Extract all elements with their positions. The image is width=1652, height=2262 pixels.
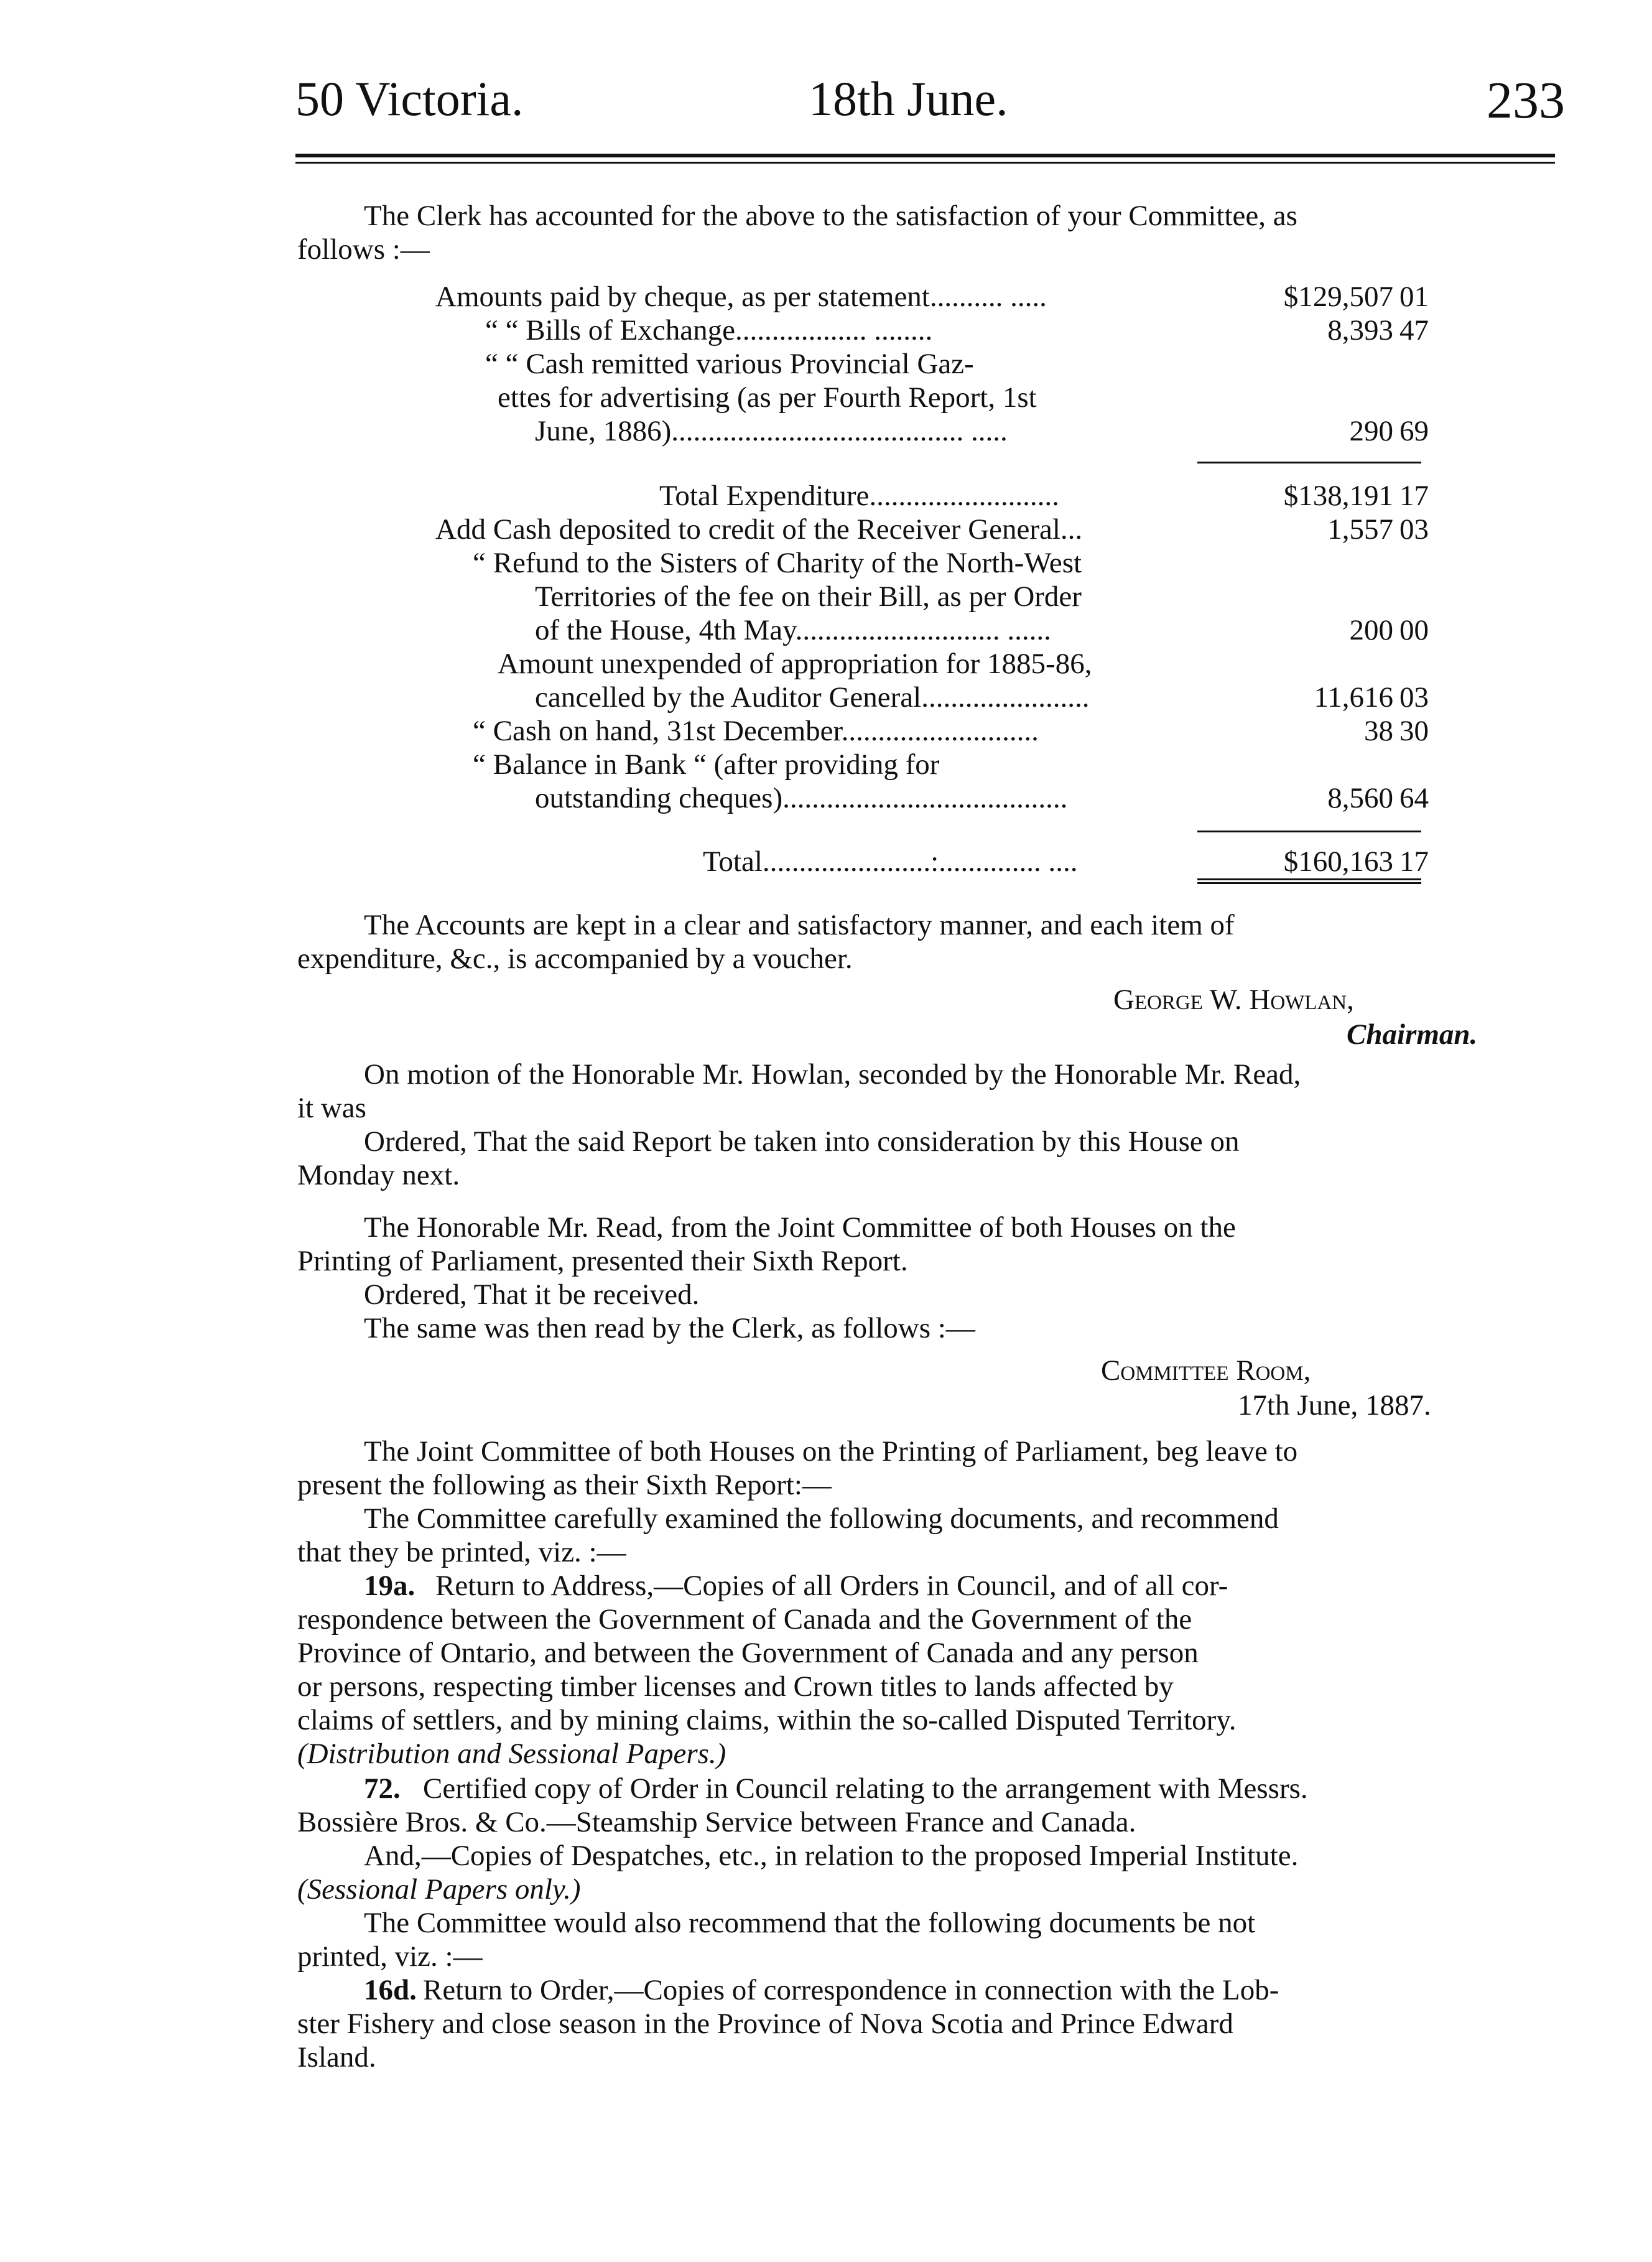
account-row xyxy=(0,714,1652,748)
report-intro-2: present the following as their Sixth Report:— xyxy=(297,1469,832,1501)
ordered-line-1: Ordered, That the said Report be taken into consideration by this House on xyxy=(364,1125,1240,1158)
account-dollars: $129,507 xyxy=(1283,281,1393,313)
sum-rule xyxy=(1197,831,1421,832)
header-rule xyxy=(295,154,1555,157)
item-19a-line-5: claims of settlers, and by mining claims, within the so-called Disputed Territory. xyxy=(297,1704,1237,1736)
account-row xyxy=(0,381,1652,414)
signature-title: Chairman. xyxy=(1347,1018,1478,1051)
account-cents: 17 xyxy=(1399,845,1429,878)
date-label: 18th June. xyxy=(809,72,1008,126)
account-description: Territories of the fee on their Bill, as per Order xyxy=(535,580,1082,613)
account-description: Total.......................:.............. .... xyxy=(703,845,1078,878)
account-row xyxy=(0,546,1652,580)
item-19a-line-2: respondence between the Government of Canada and the Government of the xyxy=(297,1603,1192,1636)
and-copies-line: And,—Copies of Despatches, etc., in relation to the proposed Imperial Institute. xyxy=(364,1840,1299,1872)
account-description: Add Cash deposited to credit of the Receiver General... xyxy=(435,513,1083,546)
account-row xyxy=(0,748,1652,781)
printing-line-2: Printing of Parliament, presented their Sixth Report. xyxy=(297,1245,908,1277)
printing-line-3: Ordered, That it be received. xyxy=(364,1278,700,1311)
account-row xyxy=(0,580,1652,613)
account-row xyxy=(0,845,1652,878)
item-16d-line-3: Island. xyxy=(297,2041,376,2074)
account-cents: 03 xyxy=(1399,681,1429,714)
account-description: “ Cash on hand, 31st December........................... xyxy=(473,715,1039,747)
account-dollars: 11,616 xyxy=(1314,681,1393,714)
item-19a-line-1: Return to Address,—Copies of all Orders in Council, and of all cor- xyxy=(435,1570,1228,1602)
sum-rule xyxy=(1197,462,1421,463)
account-row xyxy=(0,280,1652,314)
item-72-line-2: Bossière Bros. & Co.—Steamship Service between France and Canada. xyxy=(297,1806,1136,1838)
report-examined-2: that they be printed, viz. :— xyxy=(297,1536,626,1568)
header-rule-thin xyxy=(295,162,1555,164)
item-72-number: 72. xyxy=(364,1772,401,1805)
printing-line-4: The same was then read by the Clerk, as follows :— xyxy=(364,1312,975,1344)
sum-rule xyxy=(1197,882,1421,884)
accounts-note-line-2: expenditure, &c., is accompanied by a voucher. xyxy=(297,942,853,975)
account-dollars: 1,557 xyxy=(1327,513,1393,546)
account-description: Amount unexpended of appropriation for 1885-86, xyxy=(498,648,1092,680)
account-description: “ “ Bills of Exchange.................. ........ xyxy=(485,314,933,347)
committee-room-place: Committee Room, xyxy=(1101,1354,1311,1387)
report-intro-1: The Joint Committee of both Houses on the Printing of Parliament, beg leave to xyxy=(364,1435,1298,1468)
account-row xyxy=(0,681,1652,714)
account-description: June, 1886)........................................ ..... xyxy=(535,415,1008,447)
intro-line-2: follows :— xyxy=(297,233,430,266)
not-printed-2: printed, viz. :— xyxy=(297,1940,483,1973)
account-description: ettes for advertising (as per Fourth Report, 1st xyxy=(498,381,1037,414)
account-description: Total Expenditure.......................... xyxy=(659,480,1059,512)
ordered-line-2: Monday next. xyxy=(297,1159,460,1191)
sum-rule xyxy=(1197,878,1421,880)
committee-room-date: 17th June, 1887. xyxy=(1238,1389,1431,1422)
account-dollars: 38 xyxy=(1364,715,1393,747)
account-dollars: $160,163 xyxy=(1283,845,1393,878)
account-description: “ Refund to the Sisters of Charity of the North-West xyxy=(473,547,1082,579)
account-dollars: 8,393 xyxy=(1327,314,1393,347)
account-cents: 69 xyxy=(1399,415,1429,447)
not-printed-1: The Committee would also recommend that the following documents be not xyxy=(364,1907,1256,1939)
account-dollars: 290 xyxy=(1349,415,1393,447)
account-row xyxy=(0,479,1652,513)
page-number: 233 xyxy=(1487,72,1565,129)
account-description: Amounts paid by cheque, as per statement.......... ..... xyxy=(435,281,1047,313)
account-row xyxy=(0,314,1652,347)
item-19a-distribution: (Distribution and Sessional Papers.) xyxy=(297,1738,726,1770)
item-16d-line-2: ster Fishery and close season in the Province of Nova Scotia and Prince Edward xyxy=(297,2008,1233,2040)
item-19a-number: 19a. xyxy=(364,1570,415,1602)
item-19a-line-4: or persons, respecting timber licenses and Crown titles to lands affected by xyxy=(297,1670,1174,1703)
session-label: 50 Victoria. xyxy=(295,72,524,126)
item-19a-line-3: Province of Ontario, and between the Government of Canada and any person xyxy=(297,1637,1199,1669)
account-cents: 30 xyxy=(1399,715,1429,747)
account-row xyxy=(0,781,1652,815)
motion-line-1: On motion of the Honorable Mr. Howlan, seconded by the Honorable Mr. Read, xyxy=(364,1058,1301,1091)
signature-name: George W. Howlan, xyxy=(1113,984,1354,1016)
report-examined-1: The Committee carefully examined the following documents, and recommend xyxy=(364,1502,1279,1535)
account-row xyxy=(0,414,1652,448)
account-cents: 03 xyxy=(1399,513,1429,546)
motion-line-2: it was xyxy=(297,1092,366,1124)
account-cents: 17 xyxy=(1399,480,1429,512)
account-cents: 01 xyxy=(1399,281,1429,313)
item-16d-number: 16d. xyxy=(364,1974,417,2006)
accounts-note-line-1: The Accounts are kept in a clear and satisfactory manner, and each item of xyxy=(364,909,1235,941)
account-row xyxy=(0,647,1652,681)
account-description: “ Balance in Bank “ (after providing for xyxy=(473,748,940,781)
account-cents: 47 xyxy=(1399,314,1429,347)
account-cents: 64 xyxy=(1399,782,1429,814)
account-description: outstanding cheques)....................................... xyxy=(535,782,1068,814)
account-row xyxy=(0,513,1652,546)
account-description: of the House, 4th May............................ ...... xyxy=(535,614,1051,646)
sessional-only: (Sessional Papers only.) xyxy=(297,1873,581,1906)
item-72-line-1: Certified copy of Order in Council relating to the arrangement with Messrs. xyxy=(423,1772,1308,1805)
account-description: cancelled by the Auditor General....................... xyxy=(535,681,1090,714)
item-16d-line-1: Return to Order,—Copies of correspondence in connection with the Lob- xyxy=(423,1974,1279,2006)
account-description: “ “ Cash remitted various Provincial Gaz- xyxy=(485,348,974,380)
account-dollars: $138,191 xyxy=(1283,480,1393,512)
account-cents: 00 xyxy=(1399,614,1429,646)
printing-line-1: The Honorable Mr. Read, from the Joint Committee of both Houses on the xyxy=(364,1211,1236,1244)
account-row xyxy=(0,613,1652,647)
account-dollars: 8,560 xyxy=(1327,782,1393,814)
account-row xyxy=(0,347,1652,381)
intro-line-1: The Clerk has accounted for the above to the satisfaction of your Committee, as xyxy=(364,200,1297,232)
account-dollars: 200 xyxy=(1349,614,1393,646)
